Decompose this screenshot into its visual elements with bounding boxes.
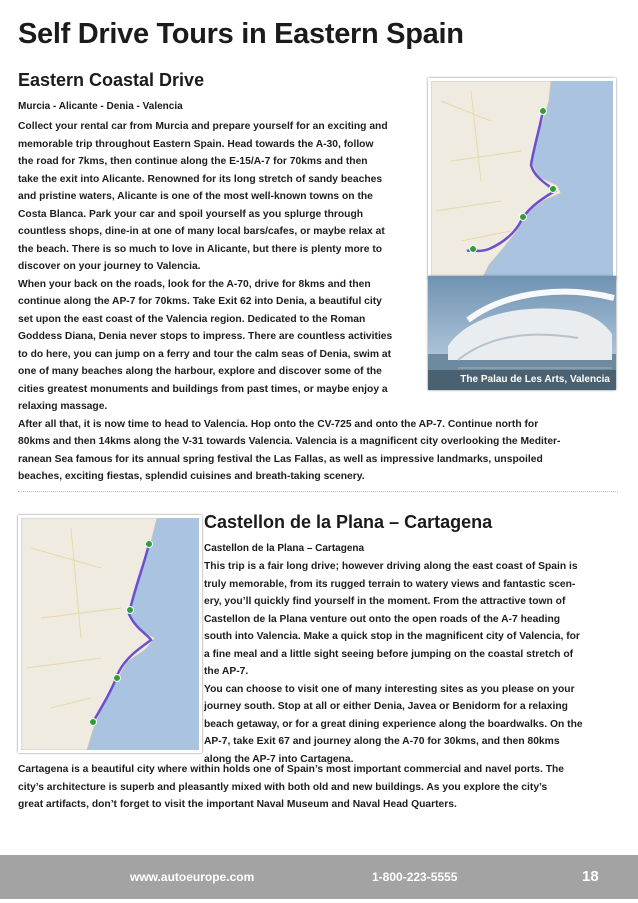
section-divider [18, 491, 618, 492]
map-graphic [431, 81, 613, 277]
page-footer [0, 855, 638, 899]
route-map-castellon-cartagena [18, 515, 202, 753]
text-line: When your back on the roads, look for the A-70, drive for 8kms and then [18, 278, 371, 290]
text-line: take the exit into Alicante. Renowned for its long stretch of sandy beaches [18, 173, 383, 185]
section2-body-text [204, 558, 618, 768]
route-map-murcia-valencia [428, 78, 616, 280]
text-line: to do here, you can jump on a ferry and tour the calm seas of Denia, swim at [18, 348, 392, 360]
text-line: relaxing massage. [18, 401, 108, 412]
text-line: 80kms and then 14kms along the V-31 towards Valencia. Valencia is a magnificent city overlooking the Mediter- [18, 436, 561, 447]
text-line: AP-7, take Exit 67 and journey along the A-70 for 30kms, and then 80kms [204, 736, 560, 747]
text-line: the beach. There is so much to love in Alicante, but there is plenty more to [18, 243, 383, 255]
text-line: the road for 7kms, then continue along the E-15/A-7 for 70kms and then [18, 156, 368, 167]
text-line: discover on your journey to Valencia. [18, 261, 201, 272]
section2-closing-text [18, 761, 618, 814]
text-line: one of many beaches along the harbour, explore and discover some of the [18, 366, 382, 377]
text-line: truly memorable, from its rugged terrain to watery views and fantastic scen- [204, 578, 576, 590]
section-heading-castellon-cartagena: Castellon de la Plana – Cartagena [204, 512, 493, 532]
text-line: great artifacts, don’t forget to visit the important Naval Museum and Naval Head Quarters. [18, 799, 457, 810]
text-line: city’s architecture is superb and pleasantly mixed with both old and new buildings. As you explore the city’s [18, 781, 548, 793]
text-line: a fine meal and a little sight seeing before jumping on the coastal stretch of [204, 648, 574, 660]
section-heading-eastern-coastal-drive: Eastern Coastal Drive [18, 70, 205, 90]
text-line: continue along the AP-7 for 70kms. Take Exit 62 into Denia, a beautiful city [18, 296, 382, 307]
text-line: south into Valencia. Make a quick stop in the magnificent city of Valencia, for [204, 631, 580, 642]
text-line: You can choose to visit one of many interesting sites as you please on your [204, 683, 575, 695]
route-subtitle: Castellon de la Plana – Cartagena [204, 543, 365, 554]
text-line: along the AP-7 into Cartagena. [204, 753, 354, 765]
text-line: ranean Sea famous for its annual spring festival the Las Fallas, as well as impressive landmarks, unspoiled [18, 453, 543, 465]
text-line: and pristine waters, Alicante is one of the most well-known towns on the [18, 191, 373, 202]
palau-de-les-arts-photo [428, 276, 616, 390]
text-line: the AP-7. [204, 666, 249, 677]
text-line: set upon the east coast of the Valencia region. Dedicated to the Roman [18, 313, 366, 325]
text-line: Collect your rental car from Murcia and prepare yourself for an exciting and [18, 121, 388, 132]
page-title: Self Drive Tours in Eastern Spain [18, 18, 464, 50]
text-line: Costa Blanca. Park your car and spoil yourself as you splurge through [18, 208, 364, 220]
photo-caption: The Palau de Les Arts, Valencia [428, 370, 616, 390]
text-line: This trip is a fair long drive; however driving along the east coast of Spain is [204, 561, 578, 572]
text-line: Goddess Diana, Denia never stops to impress. There are countless activities [18, 331, 393, 342]
text-line: journey south. Stop at all or either Denia, Javea or Benidorm for a relaxing [204, 701, 568, 712]
map-graphic [21, 518, 199, 750]
text-line: memorable trip throughout Eastern Spain. Head towards the A-30, follow [18, 138, 374, 150]
text-line: Castellon de la Plana venture out onto the open roads of the A-7 heading [204, 613, 561, 625]
text-line: beaches, exciting fiestas, splendid cuisines and breath-taking scenery. [18, 471, 365, 482]
footer-phone-number: 1-800-223-5555 [372, 870, 458, 884]
text-line: ery, you’ll quickly find yourself in the moment. From the attractive town of [204, 596, 566, 607]
text-line: Cartagena is a beautiful city where within holds one of Spain’s most important commercial and navel ports. The [18, 764, 565, 775]
text-line: cities greatest monuments and buildings from past times, or maybe enjoy a [18, 383, 388, 395]
text-line: beach getaway, or for a great dining experience along the boardwalks. On the [204, 718, 583, 730]
text-line: countless shops, dine-in at one of many local bars/cafes, or maybe relax at [18, 226, 385, 237]
footer-website-link[interactable]: www.autoeurope.com [130, 870, 255, 884]
route-subtitle: Murcia - Alicante - Denia - Valencia [18, 101, 183, 112]
text-line: After all that, it is now time to head to Valencia. Hop onto the CV-725 and onto the AP-7. Continue north for [18, 418, 539, 430]
page-number: 18 [582, 868, 599, 885]
